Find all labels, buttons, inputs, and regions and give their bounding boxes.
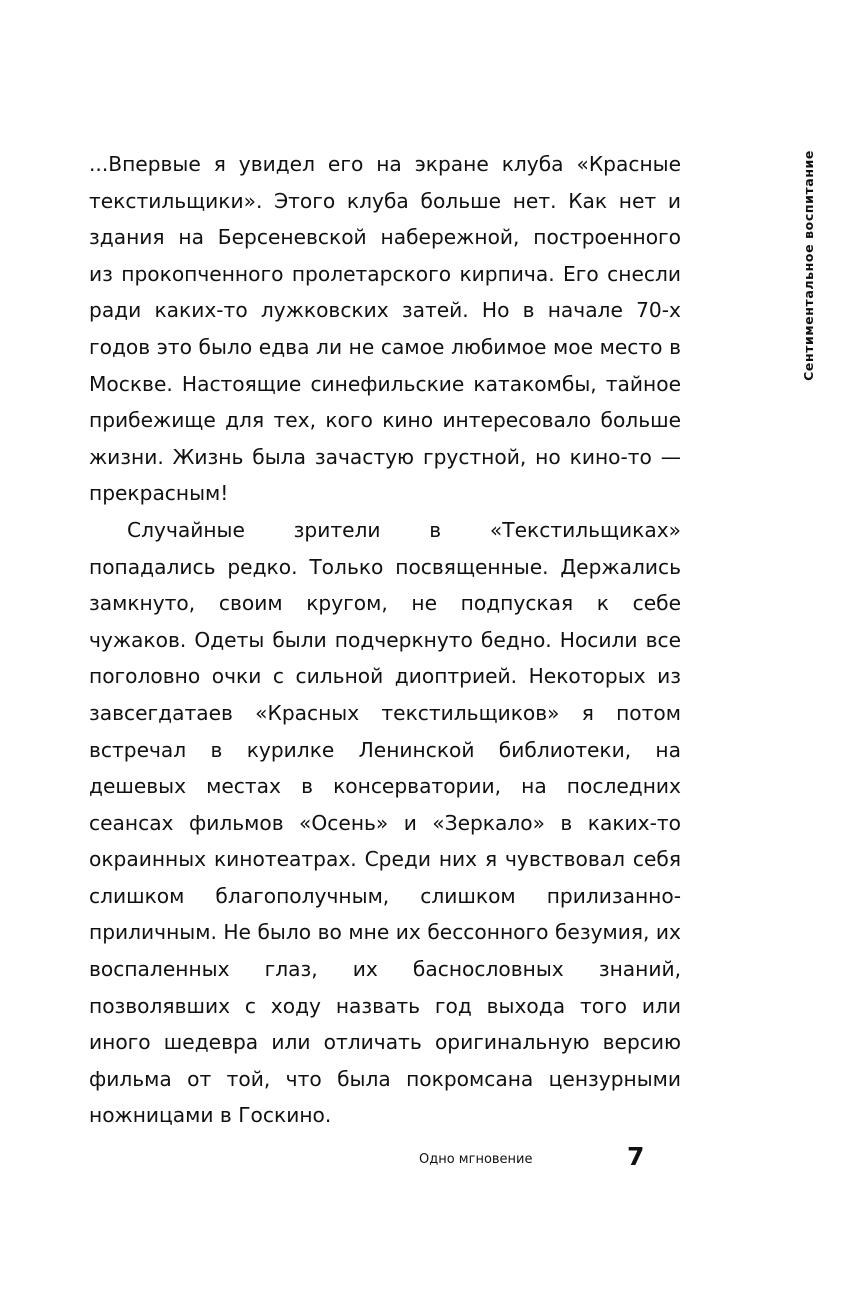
paragraph-1: ...Впервые я увидел его на экране клуба «Красные текстильщики». Этого клуба больше нет. Как нет и здания на Берсеневской набережной, построенного из прокопченного пролетарского кирпича. Его снесли ради каких-то лужковских затей. Но в начале 70-х годов это было едва ли не самое любимое мое место в Москве. Настоящие синефильские катакомбы, тайное прибежище для тех, кого кино интересовало больше жизни. Жизнь была зачастую грустной, но кино-то — прекрасным!	[89, 152, 681, 506]
page-footer	[89, 1142, 681, 1180]
page-number: 7	[627, 1142, 645, 1171]
footer-running-title: Одно мгновение	[419, 1152, 533, 1167]
body-text	[89, 146, 681, 1134]
paragraph-2: Случайные зрители в «Текстильщиках» попадались редко. Только посвященные. Держались замкнуто, своим кругом, не подпуская к себе чужаков. Одеты были подчеркнуто бедно. Носили все поголовно очки с сильной диоптрией. Некоторых из завсегдатаев «Красных текстильщиков» я потом встречал в курилке Ленинской библиотеки, на дешевых местах в консерватории, на последних сеансах фильмов «Осень» и «Зеркало» в каких-то окраинных кинотеатрах. Среди них я чувствовал себя слишком благополучным, слишком прилизанно-приличным. Не было во мне их бессонного безумия, их воспаленных глаз, их баснословных знаний, позволявших с ходу назвать год выхода того или иного шедевра или отличать оригинальную версию фильма от той, что была покромсана цензурными ножницами в Госкино.	[89, 517, 681, 1128]
side-running-head	[794, 150, 822, 470]
side-running-head-text: Сентиментальное воспитание	[800, 150, 816, 381]
